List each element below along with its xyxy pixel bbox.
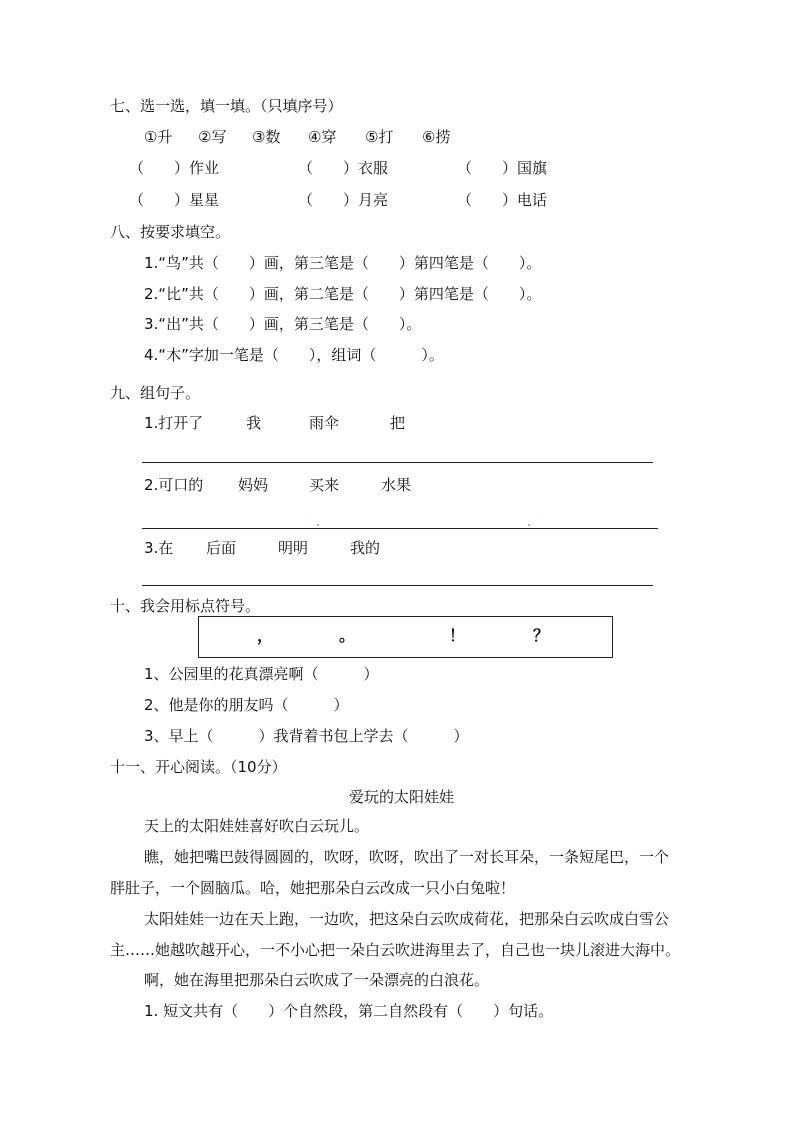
stroke-question: 1.“鸟”共（ ）画，第三笔是（ ）第四笔是（ ）。 bbox=[144, 254, 542, 272]
punctuation-question: 1、公园里的花真漂亮啊（ ） bbox=[144, 665, 379, 683]
stroke-question: 2.“比”共（ ）画，第二笔是（ ）第四笔是（ ）。 bbox=[144, 285, 542, 303]
punctuation-question: 3、早上（ ）我背着书包上学去（ ） bbox=[144, 727, 469, 745]
reading-question: 1. 短文共有（ ）个自然段，第二自然段有（ ）句话。 bbox=[144, 1002, 554, 1020]
answer-line bbox=[142, 585, 653, 586]
word-card: 我 bbox=[246, 414, 262, 432]
section-9-title: 九、组句子。 bbox=[110, 384, 201, 402]
word-card: 买来 bbox=[309, 476, 340, 494]
story-paragraph-cont: 胖肚子，一个圆脑瓜。哈，她把那朵白云改成一只小白兔啦！ bbox=[110, 879, 516, 897]
section-10-title: 十、我会用标点符号。 bbox=[110, 597, 261, 615]
option-4: ④穿 bbox=[308, 128, 337, 146]
stroke-question: 4.“木”字加一笔是（ ），组词（ ）。 bbox=[144, 346, 444, 364]
word-card: 3.在 bbox=[144, 539, 174, 557]
fill-blank-item: （ ）国旗 bbox=[457, 159, 548, 177]
word-card: 雨伞 bbox=[309, 414, 340, 432]
story-paragraph-cont: 主……她越吹越开心，一不小心把一朵白云吹进海里去了，自己也一块儿滚进大海中。 bbox=[110, 941, 681, 959]
section-11-title: 十一、开心阅读。（10分） bbox=[110, 758, 287, 776]
decorative-dot bbox=[317, 524, 319, 526]
word-card: 水果 bbox=[381, 476, 412, 494]
fill-blank-item: （ ）作业 bbox=[129, 159, 220, 177]
word-card: 我的 bbox=[350, 539, 381, 557]
fill-blank-item: （ ）电话 bbox=[457, 191, 548, 209]
story-paragraph: 瞧，她把嘴巴鼓得圆圆的，吹呀，吹呀，吹出了一对长耳朵，一条短尾巴，一个 bbox=[144, 848, 670, 866]
option-3: ③数 bbox=[252, 128, 281, 146]
word-card: 2.可口的 bbox=[144, 476, 204, 494]
fill-blank-item: （ ）星星 bbox=[129, 191, 220, 209]
stroke-question: 3.“出”共（ ）画，第三笔是（ ）。 bbox=[144, 315, 422, 333]
period-mark: 。 bbox=[339, 626, 356, 645]
story-paragraph: 太阳娃娃一边在天上跑，一边吹，把这朵白云吹成荷花，把那朵白云吹成白雪公 bbox=[144, 910, 670, 928]
question-mark: ？ bbox=[533, 626, 550, 645]
story-paragraph: 啊，她在海里把那朵白云吹成了一朵漂亮的白浪花。 bbox=[144, 971, 490, 989]
comma-mark: ， bbox=[257, 626, 274, 645]
section-8-title: 八、按要求填空。 bbox=[110, 223, 231, 241]
decorative-dot bbox=[528, 524, 530, 526]
section-7-title: 七、选一选，填一填。（只填序号） bbox=[110, 97, 343, 115]
word-card: 把 bbox=[390, 414, 406, 432]
option-2: ②写 bbox=[198, 128, 227, 146]
word-card: 后面 bbox=[206, 539, 237, 557]
punctuation-box bbox=[198, 616, 613, 658]
exclamation-mark: ！ bbox=[449, 626, 466, 645]
word-card: 明明 bbox=[278, 539, 309, 557]
fill-blank-item: （ ）衣服 bbox=[298, 159, 389, 177]
option-6: ⑥捞 bbox=[422, 128, 451, 146]
story-title: 爱玩的太阳娃娃 bbox=[349, 788, 455, 806]
option-1: ①升 bbox=[144, 128, 173, 146]
fill-blank-item: （ ）月亮 bbox=[298, 191, 389, 209]
option-5: ⑤打 bbox=[365, 128, 394, 146]
word-card: 1.打开了 bbox=[144, 414, 204, 432]
word-card: 妈妈 bbox=[238, 476, 269, 494]
answer-line bbox=[142, 528, 658, 529]
answer-line bbox=[142, 462, 653, 463]
story-paragraph: 天上的太阳娃娃喜好吹白云玩儿。 bbox=[144, 817, 370, 835]
punctuation-question: 2、他是你的朋友吗（ ） bbox=[144, 696, 349, 714]
